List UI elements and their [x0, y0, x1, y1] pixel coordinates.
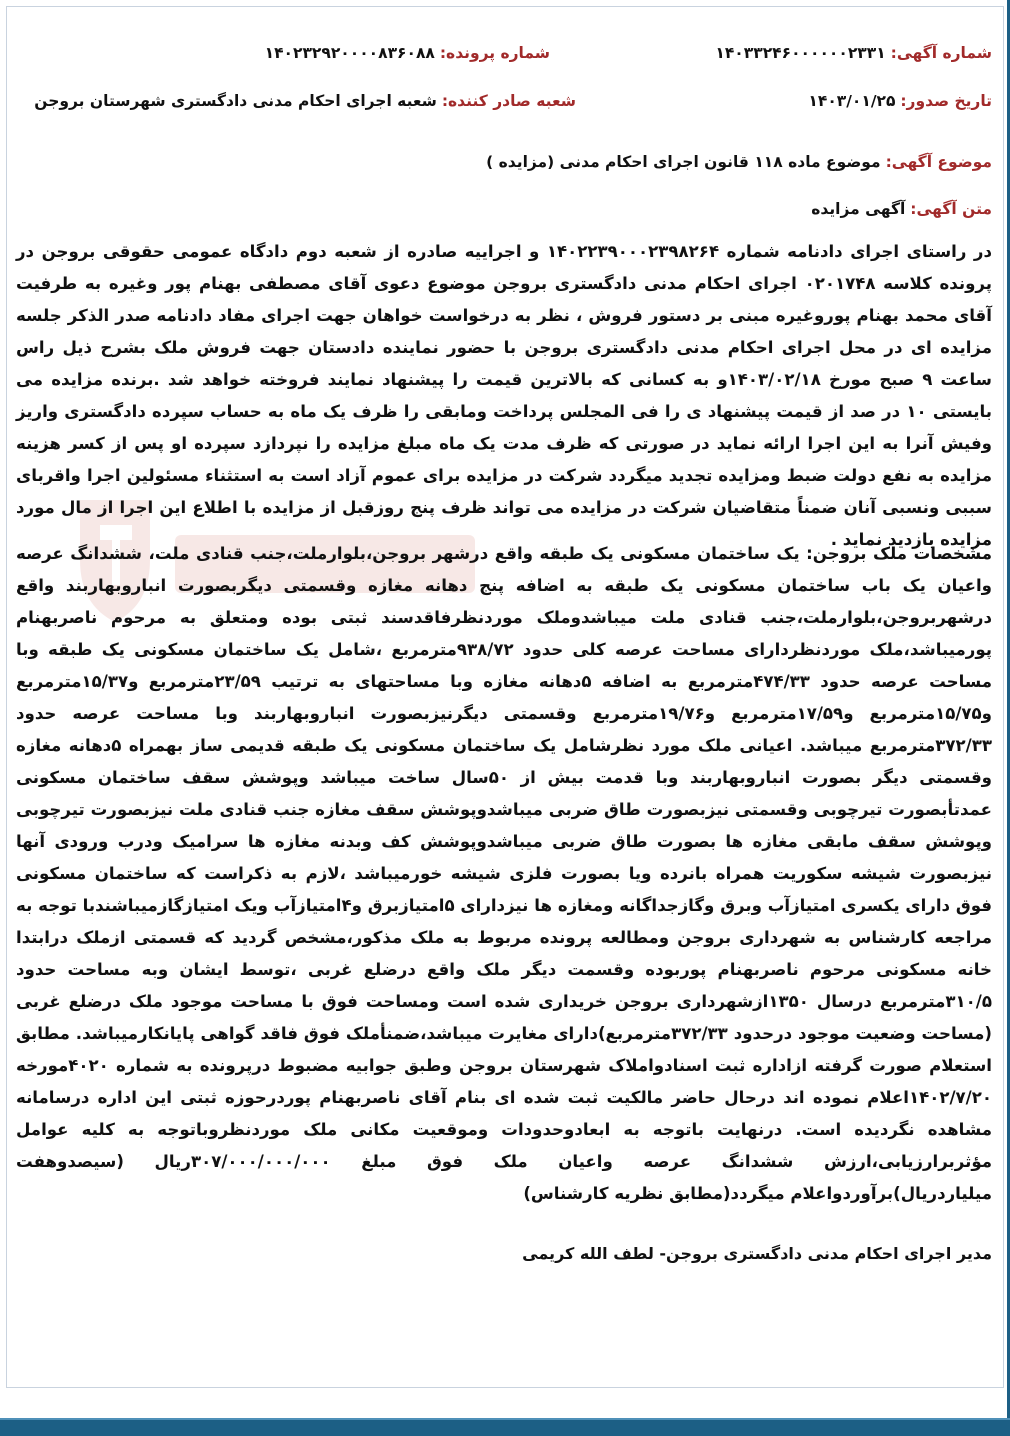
- signature: مدیر اجرای احکام مدنی دادگستری بروجن- لطف الله کریمی: [522, 1244, 992, 1263]
- subject-label: موضوع آگهی:: [885, 153, 992, 171]
- issue-date-value: ۱۴۰۳/۰۱/۲۵: [808, 92, 896, 110]
- case-number-label: شماره پرونده:: [439, 44, 550, 62]
- ad-number-label: شماره آگهی:: [890, 44, 992, 62]
- body-title-row: [811, 200, 992, 218]
- issuer-label: شعبه صادر کننده:: [441, 92, 576, 110]
- subject-value: موضوع ماده ۱۱۸ قانون اجرای احکام مدنی (مزایده ): [486, 153, 881, 171]
- auction-paragraph: در راستای اجرای دادنامه شماره ۱۴۰۲۲۳۹۰۰۰۲۳۹۸۲۶۴ و اجراییه صادره از شعبه دوم دادگاه عمومی حقوقی بروجن در پرونده کلاسه ۰۲۰۱۷۴۸ اجرای احکام مدنی دادگستری بروجن موضوع دعوی آقای مصطفی بهنام پور وغیره به طرفیت آقای محمد بهنام پوروغیره مبنی بر دستور فروش ، نظر به درخواست خواهان جهت اجرای مفاد دادنامه صدر الذکر جلسه مزایده ای در محل اجرای احکام مدنی دادگستری بروجن با حضور نماینده دادستان جهت فروش ملک بشرح ذیل راس ساعت ۹ صبح مورخ ۱۴۰۳/۰۲/۱۸و به کسانی که بالاترین قیمت را پیشنهاد نمایند فروخته خواهد شد .برنده مزایده می بایستی ۱۰ در صد از قیمت پیشنهاد ی را فی المجلس پرداخت ومابقی را ظرف یک ماه به حساب سپرده دادگستری واریز وفیش آنرا به این اجرا ارائه نماید در صورتی که ظرف مدت یک ماه مبلغ مزایده را نپردازد سپرده او پس از کسر هزینه مزایده به نفع دولت ضبط ومزایده تجدید میگردد شرکت در مزایده برای عموم آزاد است به استثناء مسئولین اجرا واقربای سببی ونسبی آنان ضمناً متقاضیان شرکت در مزایده می تواند ظرف پنج روزقبل از مزایده با اطلاع این اجرا از مال مورد مزایده بازدید نماید .: [16, 242, 992, 549]
- issue-date-label: تاریخ صدور:: [900, 92, 992, 110]
- ad-number-row: [715, 44, 992, 62]
- issuer-row: [34, 92, 576, 110]
- body-title: آگهی مزایده: [811, 200, 906, 218]
- ad-number-value: ۱۴۰۳۳۲۴۶۰۰۰۰۰۰۲۳۳۱: [715, 44, 886, 62]
- window-bottom-bar: [0, 1418, 1010, 1436]
- issuer-value: شعبه اجرای احکام مدنی دادگستری شهرستان بروجن: [34, 92, 437, 110]
- issue-date-row: [808, 92, 992, 110]
- subject-row: [486, 153, 992, 171]
- case-number-value: ۱۴۰۲۳۲۹۲۰۰۰۰۸۳۶۰۸۸: [264, 44, 435, 62]
- body-label: متن آگهی:: [910, 200, 992, 218]
- property-specs-paragraph: مشخصات ملک بروجن: یک ساختمان مسکونی یک طبقه واقع درشهر بروجن،بلوارملت،جنب قنادی ملت، ششدانگ عرصه واعیان یک باب ساختمان مسکونی یک طبقه به اضافه پنج دهانه مغازه وقسمتی دیگربصورت انباروبهاربند واقع درشهربروجن،بلوارملت،جنب قنادی ملت میباشدوملک موردنظرفاقدسند ثبتی بوده ومتعلق به مرحوم ناصربهنام پورمیباشد،ملک موردنظردارای مساحت عرصه کلی حدود ۹۳۸/۷۲مترمربع ،شامل یک ساختمان مسکونی یک طبقه وبا مساحت عرصه حدود ۴۷۴/۳۳مترمربع به اضافه ۵دهانه مغازه وبا مساحتهای به ترتیب ۲۳/۵۹مترمربع و۱۵/۳۷مترمربع و۱۵/۷۵مترمربع و۱۷/۵۹مترمربع و۱۹/۷۶مترمربع وقسمتی دیگرنیزبصورت انباروبهاربند وبا مساحت عرصه حدود ۳۷۲/۳۳مترمربع میباشد. اعیانی ملک مورد نظرشامل یک ساختمان مسکونی یک طبقه قدیمی ساز بهمراه ۵دهانه مغازه وقسمتی دیگر بصورت انباروبهاربند وبا قدمت بیش از ۵۰سال ساخت میباشد وپوشش سقف ساختمان مسکونی عمدتأبصورت تیرچوبی وقسمتی نیزبصورت طاق ضربی میباشدوپوشش سقف مغازه جنب قنادی ملت نیزبصورت تیرچوبی وپوشش سقف مابقی مغازه ها بصورت طاق ضربی میباشدوپوشش کف وبدنه مغازه ها سرامیک ودرب ورودی آنها نیزبصورت شیشه سکوریت همراه بانرده ویا بصورت فلزی شیشه خورمیباشد ،لازم به ذکراست که ساختمان مسکونی فوق دارای یکسری امتیازآب وبرق وگازجداگانه ومغازه ها نیزدارای ۵امتیازبرق و۴امتیازآب ویک امتیازگازمیباشندبا توجه به مراجعه کارشناس به شهرداری بروجن ومطالعه پرونده مربوط به ملک مذکور،مشخص گردید که قسمتی ازملک درابتدا خانه مسکونی مرحوم ناصربهنام پوربوده وقسمت دیگر ملک واقع درضلع غربی ،توسط ایشان وبه مساحت حدود ۳۱۰/۵مترمربع درسال ۱۳۵۰ازشهرداری بروجن خریداری شده است ومساحت فوق با مساحت موجود ملک درضلع غربی (مساحت وضعیت موجود درحدود ۳۷۲/۳۳مترمربع)دارای مغایرت میباشد،ضمنأملک فوق فاقد گواهی پایانکارمیباشد. مطابق استعلام صورت گرفته ازاداره ثبت اسنادواملاک شهرستان بروجن وطبق جوابیه مضبوط درپرونده به شماره ۴۰۲۰مورخه ۱۴۰۲/۷/۲۰اعلام نموده اند درحال حاضر مالکیت ثبت شده ای بنام آقای ناصربهنام پوردرحوزه ثبتی این اداره درسامانه مشاهده نگردیده است. درنهایت باتوجه به ابعادوحدودات وموقعیت مکانی ملک موردنظروباتوجه به کلیه عوامل مؤثربرارزیابی،ارزش ششدانگ عرصه واعیان ملک فوق مبلغ ۳۰۷/۰۰۰/۰۰۰/۰۰۰ریال (سیصدوهفت میلیاردریال)برآوردواعلام میگردد(مطابق نظریه کارشناس): [16, 544, 993, 1203]
- case-number-row: [265, 44, 550, 62]
